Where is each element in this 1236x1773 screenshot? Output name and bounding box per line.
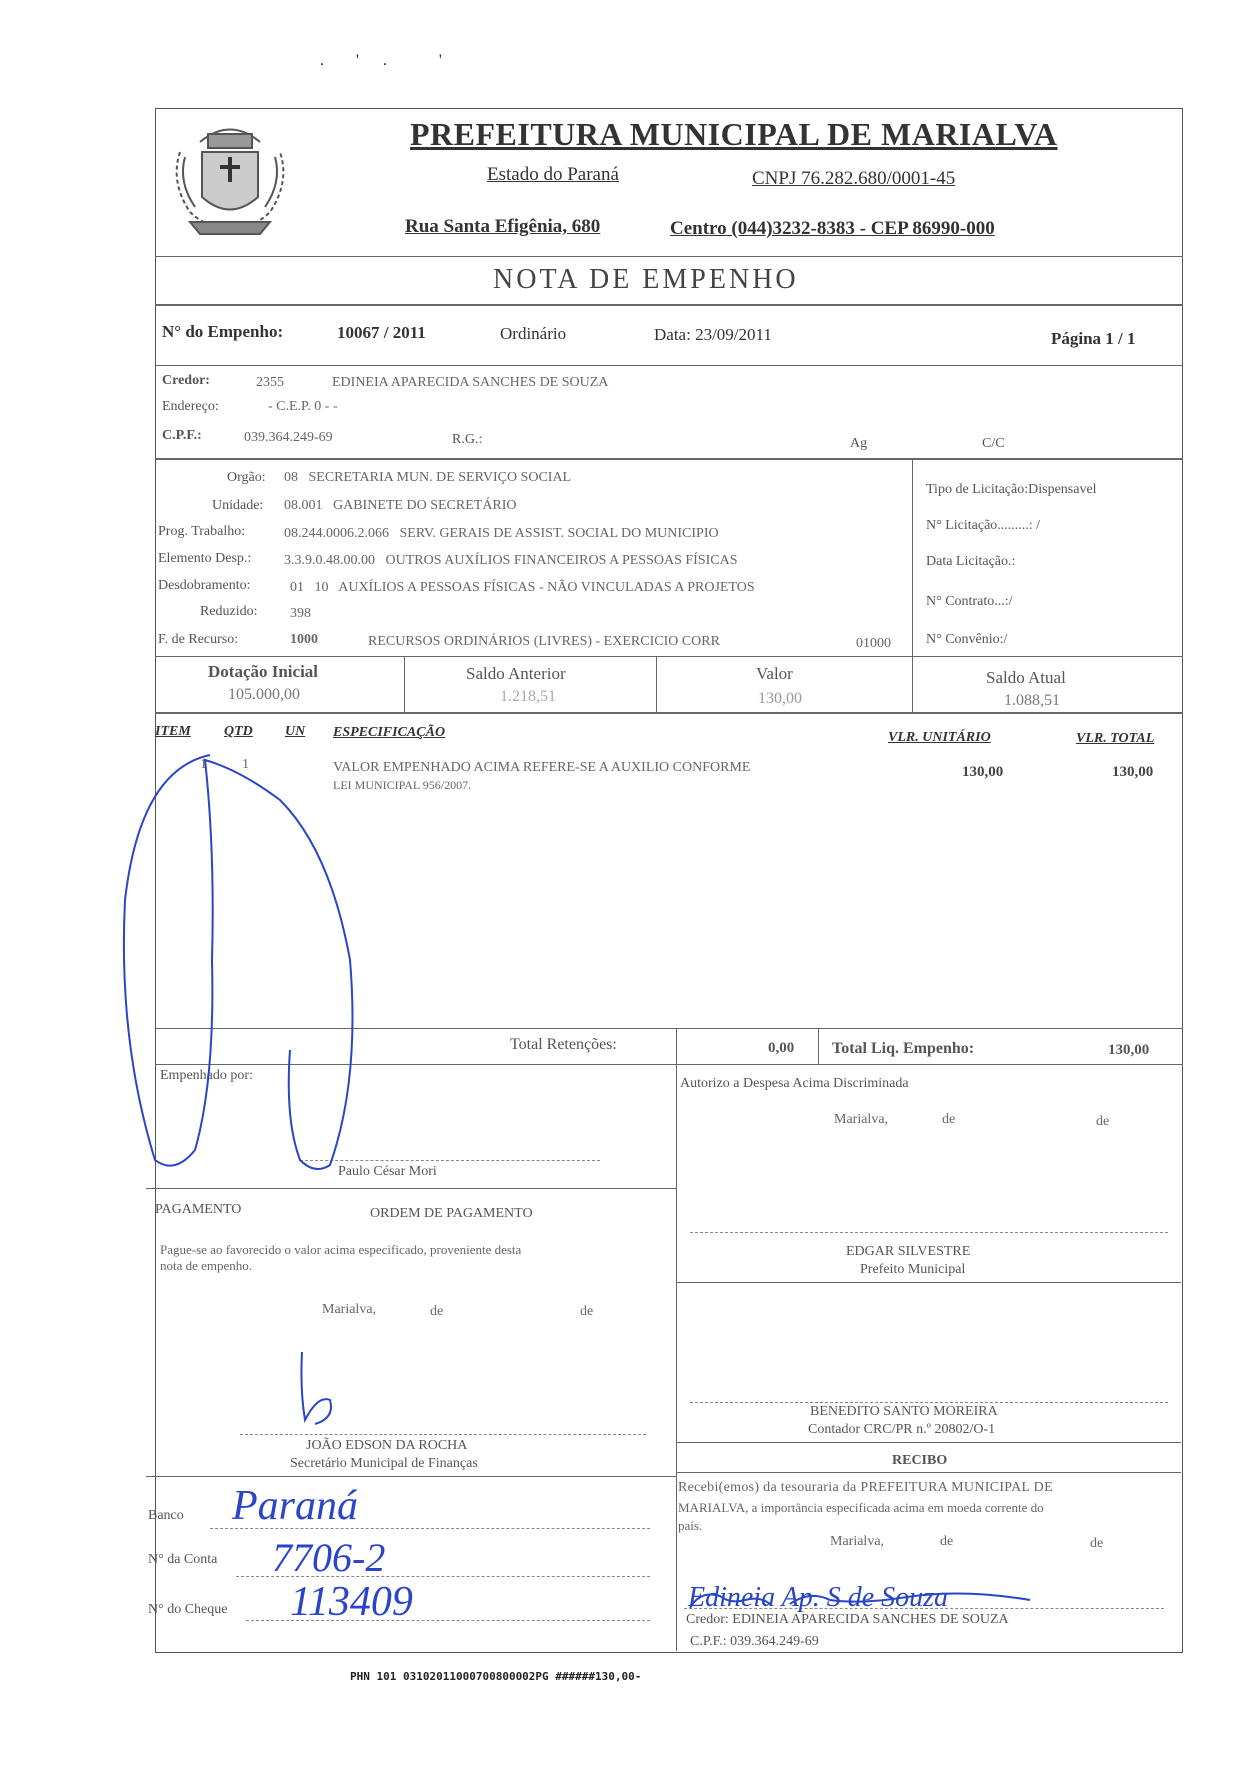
total-liquido-value: 130,00 xyxy=(1108,1042,1150,1058)
saldo-anterior-label: Saldo Anterior xyxy=(466,664,566,683)
unidade-label: Unidade: xyxy=(212,498,264,513)
banco-value: Paraná xyxy=(232,1483,358,1529)
pagamento-label: PAGAMENTO xyxy=(155,1202,242,1217)
elemento-label: Elemento Desp.: xyxy=(158,551,252,566)
conta-value: 7706-2 xyxy=(272,1535,386,1580)
col-qtd: QTD xyxy=(224,724,253,739)
cc-label: C/C xyxy=(982,436,1005,451)
total-retencoes-value: 0,00 xyxy=(768,1040,795,1056)
fonte-code: 1000 xyxy=(290,632,318,647)
cpf-value: 039.364.249-69 xyxy=(244,430,333,445)
total-retencoes-label: Total Retenções: xyxy=(510,1036,617,1053)
contador-name: BENEDITO SANTO MOREIRA xyxy=(810,1404,998,1419)
signature-joao xyxy=(301,1352,331,1424)
credor-name: EDINEIA APARECIDA SANCHES DE SOUZA xyxy=(332,375,609,390)
cpf-label: C.P.F.: xyxy=(162,428,202,443)
address-contact: Centro (044)3232-8383 - CEP 86990-000 xyxy=(670,218,995,239)
total-liquido-label: Total Liq. Empenho: xyxy=(832,1040,975,1057)
empenhado-por-name: Paulo César Mori xyxy=(338,1164,437,1179)
col-item: ITEM xyxy=(155,724,191,739)
secretario-name: JOÃO EDSON DA ROCHA xyxy=(306,1438,468,1453)
state-name: Estado do Paraná xyxy=(487,164,619,185)
reduzido-label: Reduzido: xyxy=(200,604,258,619)
pagamento-de-2: de xyxy=(580,1304,594,1319)
fonte-number: 01000 xyxy=(856,636,891,651)
tipo-licitacao: Tipo de Licitação:Dispensavel xyxy=(926,482,1097,497)
prog-trabalho-label: Prog. Trabalho: xyxy=(158,524,246,539)
signature-credor-text: Edineia Ap. S de Souza xyxy=(688,1582,949,1613)
recibo-de-1: de xyxy=(940,1534,954,1549)
scan-specks: . ' . ' xyxy=(320,52,442,69)
item-description-2: LEI MUNICIPAL 956/2007. xyxy=(333,778,472,792)
recibo-text-2: MARIALVA, a importância especificada acima em moeda corrente do xyxy=(678,1500,1044,1515)
fonte-desc: RECURSOS ORDINÁRIOS (LIVRES) - EXERCICIO CORR xyxy=(368,634,720,649)
desdobramento-label: Desdobramento: xyxy=(158,578,251,593)
col-vlr-unitario: VLR. UNITÁRIO xyxy=(888,730,991,745)
recibo-text-1: Recebi(emos) da tesouraria da PREFEITURA MUNICIPAL DE xyxy=(678,1480,1053,1495)
autorizo-text: Autorizo a Despesa Acima Discriminada xyxy=(680,1076,909,1091)
recibo-credor: Credor: EDINEIA APARECIDA SANCHES DE SOUZA xyxy=(686,1612,1009,1627)
orgao-label: Orgão: xyxy=(227,470,266,485)
recibo-title: RECIBO xyxy=(892,1453,948,1468)
item-description-1: VALOR EMPENHADO ACIMA REFERE-SE A AUXILIO CONFORME xyxy=(333,760,751,775)
numero-convenio: N° Convênio:/ xyxy=(926,632,1008,647)
autorizo-city: Marialva, xyxy=(834,1112,889,1127)
empenho-type: Ordinário xyxy=(500,324,567,343)
ordem-pagamento-title: ORDEM DE PAGAMENTO xyxy=(370,1206,533,1221)
numero-contrato: N° Contrato...:/ xyxy=(926,594,1013,609)
secretario-role: Secretário Municipal de Finanças xyxy=(290,1456,478,1471)
col-especificacao: ESPECIFICAÇÃO xyxy=(333,725,446,740)
cnpj: CNPJ 76.282.680/0001-45 xyxy=(752,168,956,189)
fonte-recurso-label: F. de Recurso: xyxy=(158,632,239,647)
pagamento-city: Marialva, xyxy=(322,1302,377,1317)
dotacao-inicial-value: 105.000,00 xyxy=(228,686,300,703)
saldo-atual-label: Saldo Atual xyxy=(986,668,1066,687)
saldo-anterior-value: 1.218,51 xyxy=(500,688,556,705)
footer-code: PHN 101 03102011000700800002PG ######130,00- xyxy=(350,1670,642,1683)
banco-label: Banco xyxy=(148,1508,184,1523)
dotacao-inicial-label: Dotação Inicial xyxy=(208,662,319,681)
rg-label: R.G.: xyxy=(452,432,483,447)
endereco-label: Endereço: xyxy=(162,399,219,414)
recibo-cpf: C.P.F.: 039.364.249-69 xyxy=(690,1634,819,1649)
credor-label: Credor: xyxy=(162,373,210,388)
unidade: 08.001 GABINETE DO SECRETÁRIO xyxy=(284,498,517,513)
autorizo-de-1: de xyxy=(942,1112,956,1127)
col-vlr-total: VLR. TOTAL xyxy=(1076,731,1155,746)
reduzido: 398 xyxy=(290,606,311,621)
page-number: Página 1 / 1 xyxy=(1051,329,1136,348)
item-vlr-unitario: 130,00 xyxy=(962,764,1004,780)
prefeito-role: Prefeito Municipal xyxy=(860,1262,966,1277)
recibo-city: Marialva, xyxy=(830,1534,885,1549)
recibo-text-3: país. xyxy=(678,1518,703,1533)
item-qtd: 1 xyxy=(242,757,249,772)
numero-licitacao: N° Licitação.........: / xyxy=(926,518,1041,533)
pagamento-text-1: Pague-se ao favorecido o valor acima especificado, proveniente desta xyxy=(160,1242,522,1257)
elemento: 3.3.9.0.48.00.00 OUTROS AUXÍLIOS FINANCEIROS A PESSOAS FÍSICAS xyxy=(284,553,738,568)
municipality-title: PREFEITURA MUNICIPAL DE MARIALVA xyxy=(410,116,1058,152)
orgao: 08 SECRETARIA MUN. DE SERVIÇO SOCIAL xyxy=(284,470,572,485)
contador-role: Contador CRC/PR n.º 20802/O-1 xyxy=(808,1422,996,1437)
item-vlr-total: 130,00 xyxy=(1112,764,1154,780)
ink-loop-annotation xyxy=(124,755,353,1169)
desdobramento: 01 10 AUXÍLIOS A PESSOAS FÍSICAS - NÃO VINCULADAS A PROJETOS xyxy=(290,580,755,595)
cheque-value: 113409 xyxy=(290,1579,413,1625)
empenho-date: Data: 23/09/2011 xyxy=(654,325,772,344)
data-licitacao: Data Licitação.: xyxy=(926,554,1016,569)
valor-value: 130,00 xyxy=(758,690,802,707)
cheque-label: N° do Cheque xyxy=(148,1602,228,1617)
col-un: UN xyxy=(285,724,306,739)
cep: - C.E.P. 0 - - xyxy=(268,399,338,414)
address-street: Rua Santa Efigênia, 680 xyxy=(405,216,601,237)
ag-label: Ag xyxy=(850,436,868,451)
saldo-atual-value: 1.088,51 xyxy=(1004,692,1060,709)
valor-label: Valor xyxy=(756,664,793,683)
credor-code: 2355 xyxy=(256,375,284,390)
empenho-number: 10067 / 2011 xyxy=(337,323,426,342)
pagamento-text-2: nota de empenho. xyxy=(160,1258,253,1273)
conta-label: N° da Conta xyxy=(148,1552,218,1567)
prefeito-name: EDGAR SILVESTRE xyxy=(846,1244,971,1259)
empenhado-por-label: Empenhado por: xyxy=(160,1068,253,1083)
item-number: 1 xyxy=(200,757,207,772)
empenho-number-label: N° do Empenho: xyxy=(162,322,284,341)
prog-trabalho: 08.244.0006.2.066 SERV. GERAIS DE ASSIST. SOCIAL DO MUNICIPIO xyxy=(284,526,719,541)
recibo-de-2: de xyxy=(1090,1536,1104,1551)
autorizo-de-2: de xyxy=(1096,1114,1110,1129)
document-title: NOTA DE EMPENHO xyxy=(493,264,799,295)
pagamento-de-1: de xyxy=(430,1304,444,1319)
